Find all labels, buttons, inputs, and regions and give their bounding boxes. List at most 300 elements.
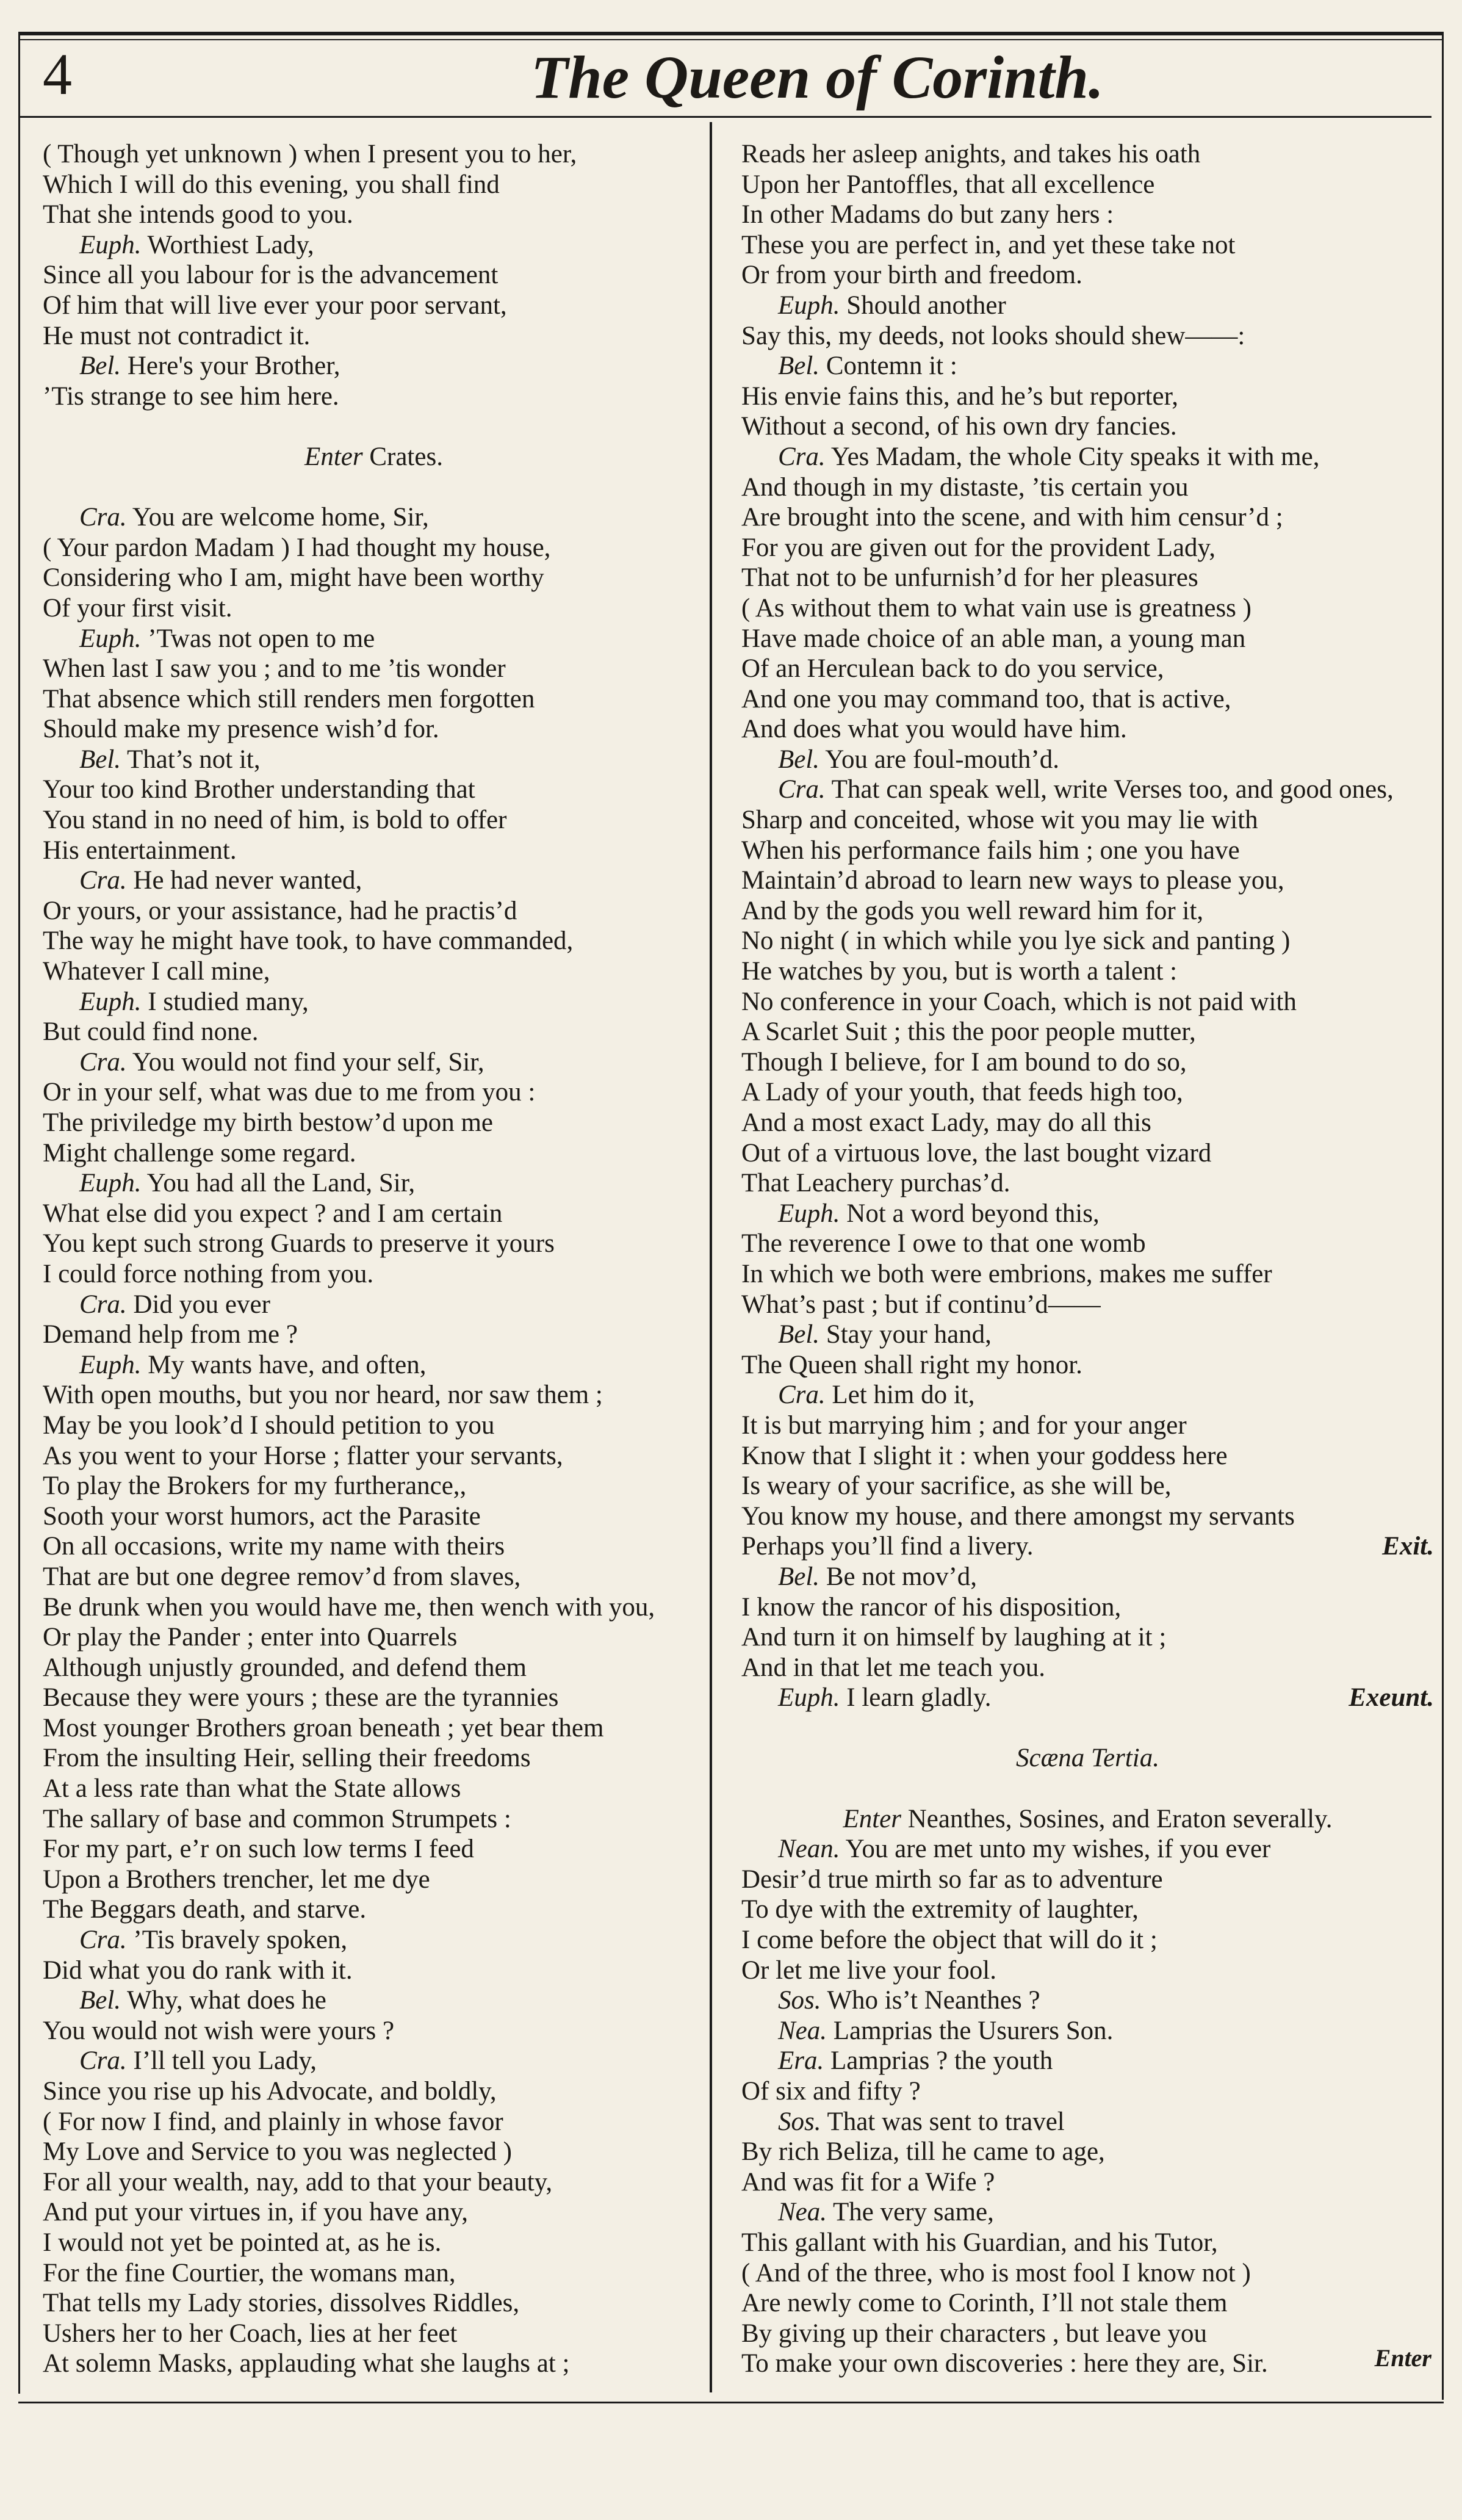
verse-line (43, 351, 705, 381)
verse-line (43, 1834, 705, 1865)
verse-line (43, 2197, 705, 2228)
verse-line (741, 1168, 1434, 1199)
verse-line (741, 745, 1434, 775)
verse-line (741, 1441, 1434, 1471)
line-text: Is weary of your sacrifice, as she will be, (741, 1471, 1172, 1501)
speaker-tag: Cra. (79, 1047, 127, 1077)
verse-line (43, 170, 705, 200)
line-text: Might challenge some regard. (43, 1138, 356, 1168)
line-text: Maintain’d abroad to learn new ways to please you, (741, 866, 1284, 895)
line-text: His entertainment. (43, 836, 237, 865)
line-text: That can speak well, write Verses too, and good ones, (825, 775, 1394, 804)
verse-line (43, 1985, 705, 2016)
line-text: Ushers her to her Coach, lies at her feet (43, 2319, 458, 2348)
verse-line (43, 563, 705, 593)
line-text: Which I will do this evening, you shall find (43, 170, 500, 199)
verse-line (43, 1501, 705, 1532)
line-text: It is but marrying him ; and for your anger (741, 1410, 1187, 1440)
line-text: Say this, my deeds, not looks should shew——: (741, 321, 1245, 350)
line-text: Or let me live your fool. (741, 1955, 996, 1985)
verse-line (741, 1653, 1434, 1683)
verse-line (43, 1743, 705, 1774)
verse-line (43, 805, 705, 836)
line-text: Demand help from me ? (43, 1320, 298, 1349)
verse-line (43, 1562, 705, 1592)
verse-line (43, 774, 705, 805)
verse-line (43, 230, 705, 261)
speaker-tag: Bel. (79, 352, 121, 381)
line-text: Or play the Pander ; enter into Quarrels (43, 1623, 458, 1652)
heading-italic: Enter (304, 442, 363, 471)
header-rule (18, 116, 1431, 118)
speaker-tag: Euph. (778, 1199, 840, 1228)
line-text: Of six and fifty ? (741, 2077, 921, 2106)
verse-line (741, 2197, 1434, 2228)
stage-direction (43, 442, 705, 472)
verse-line (43, 624, 705, 654)
speaker-tag: Euph. (79, 230, 142, 259)
line-text: You are foul-mouth’d. (819, 745, 1060, 774)
verse-line (741, 2137, 1434, 2167)
verse-line (43, 1410, 705, 1441)
line-text: What else did you expect ? and I am certain (43, 1199, 503, 1228)
verse-line (741, 381, 1434, 412)
line-text: That Leachery purchas’d. (741, 1169, 1010, 1198)
line-text: Or from your birth and freedom. (741, 261, 1082, 290)
line-text: Did you ever (126, 1290, 270, 1319)
verse-line (43, 1199, 705, 1229)
line-text: I know the rancor of his disposition, (741, 1592, 1122, 1622)
verse-line (741, 714, 1434, 745)
line-text: With open mouths, but you nor heard, nor saw them ; (43, 1381, 603, 1410)
speaker-tag: Bel. (778, 1320, 820, 1349)
verse-line (741, 1108, 1434, 1138)
verse-line (43, 926, 705, 956)
line-text: Are newly come to Corinth, I’ll not stale them (741, 2289, 1228, 2318)
line-text: His envie fains this, and he’s but reporter, (741, 381, 1178, 411)
speaker-tag: Sos. (778, 2107, 821, 2136)
blank-line (741, 1713, 1434, 1744)
line-text: In which we both were embrions, makes me suffer (741, 1259, 1272, 1288)
verse-line (741, 1622, 1434, 1653)
verse-line (741, 321, 1434, 352)
speaker-tag: Cra. (778, 775, 826, 804)
line-text: The very same, (827, 2198, 994, 2227)
line-text: He watches by you, but is worth a talent : (741, 957, 1178, 986)
bottom-rule (18, 2402, 1444, 2403)
verse-line (741, 1047, 1434, 1078)
speaker-tag: Nea. (778, 2016, 827, 2045)
top-rule-thin (18, 39, 1444, 40)
line-text: Not a word beyond this, (840, 1199, 1100, 1228)
line-text: I would not yet be pointed at, as he is. (43, 2228, 442, 2257)
verse-line (43, 1047, 705, 1078)
line-text: When his performance fails him ; one you have (741, 836, 1240, 865)
line-text: Be not mov’d, (819, 1562, 978, 1591)
verse-line (741, 1290, 1434, 1320)
line-text: Know that I slight it : when your goddess here (741, 1441, 1228, 1470)
verse-line (741, 1865, 1434, 1895)
line-text: You would not find your self, Sir, (126, 1047, 484, 1077)
line-text: The sallary of base and common Strumpets : (43, 1804, 511, 1833)
line-text: Most younger Brothers groan beneath ; yet bear them (43, 1713, 604, 1742)
line-text: The Beggars death, and starve. (43, 1895, 367, 1924)
left-column (43, 139, 705, 2379)
verse-line (43, 1077, 705, 1108)
verse-line (741, 291, 1434, 321)
stage-direction (741, 1804, 1434, 1835)
verse-line (43, 956, 705, 987)
verse-line (741, 351, 1434, 381)
verse-line (741, 1531, 1434, 1562)
verse-line (43, 1683, 705, 1713)
verse-line (741, 1471, 1434, 1501)
verse-line (741, 1259, 1434, 1290)
line-text: Out of a virtuous love, the last bought vizard (741, 1138, 1212, 1168)
speaker-tag: Cra. (778, 1381, 826, 1410)
running-head: The Queen of Corinth. (531, 43, 1104, 111)
speaker-tag: Bel. (778, 745, 820, 774)
speaker-tag: Euph. (79, 1169, 142, 1198)
line-text: As you went to your Horse ; flatter your servants, (43, 1441, 563, 1470)
verse-line (741, 170, 1434, 200)
line-text: No conference in your Coach, which is not paid with (741, 987, 1297, 1016)
line-text: You are met unto my wishes, if you ever (840, 1835, 1271, 1864)
verse-line (43, 1229, 705, 1259)
line-text: ’Twas not open to me (141, 624, 375, 653)
verse-line (741, 2258, 1434, 2289)
line-text: ( Your pardon Madam ) I had thought my house, (43, 533, 551, 562)
verse-line (43, 1865, 705, 1895)
verse-line (741, 896, 1434, 926)
line-text: The reverence I owe to that one womb (741, 1229, 1146, 1258)
speaker-tag: Cra. (79, 503, 127, 532)
verse-line (43, 1380, 705, 1410)
line-text: Stay your hand, (819, 1320, 992, 1349)
verse-line (741, 987, 1434, 1017)
line-text: Lamprias the Usurers Son. (827, 2016, 1114, 2045)
line-text: And though in my distaste, ’tis certain you (741, 472, 1189, 502)
speaker-tag: Bel. (79, 745, 121, 774)
blank-line (741, 1774, 1434, 1804)
verse-line (741, 1985, 1434, 2016)
verse-line (741, 956, 1434, 987)
line-text: That was sent to travel (821, 2107, 1065, 2136)
column-divider (710, 122, 712, 2392)
verse-line (43, 2076, 705, 2107)
line-text: He must not contradict it. (43, 321, 311, 350)
line-text: I could force nothing from you. (43, 1259, 374, 1288)
verse-line (43, 1713, 705, 1744)
line-text: I studied many, (141, 987, 309, 1016)
line-text: Upon a Brothers trencher, let me dye (43, 1865, 430, 1894)
verse-line (43, 593, 705, 624)
line-text: Here's your Brother, (121, 352, 340, 381)
verse-line (741, 2319, 1434, 2349)
verse-line (43, 2228, 705, 2258)
speaker-tag: Cra. (79, 2046, 127, 2076)
line-text: Sharp and conceited, whose wit you may lie with (741, 806, 1258, 835)
verse-line (43, 1955, 705, 1986)
verse-line (741, 865, 1434, 896)
speaker-tag: Era. (778, 2046, 824, 2076)
verse-line (741, 1562, 1434, 1592)
line-text: Considering who I am, might have been worthy (43, 563, 544, 593)
verse-line (43, 2016, 705, 2046)
speaker-tag: Euph. (79, 987, 142, 1016)
stage-direction (741, 1743, 1434, 1774)
line-text: No night ( in which while you lye sick and panting ) (741, 926, 1291, 956)
line-text: Let him do it, (825, 1381, 975, 1410)
verse-line (741, 1834, 1434, 1865)
verse-line (43, 1531, 705, 1562)
line-text: The Queen shall right my honor. (741, 1350, 1082, 1379)
line-text: And does what you would have him. (741, 715, 1127, 744)
line-text: Should make my presence wish’d for. (43, 715, 439, 744)
line-text: A Scarlet Suit ; this the poor people mutter, (741, 1017, 1196, 1047)
line-text: Should another (840, 291, 1006, 320)
verse-line (741, 593, 1434, 624)
line-text: You kept such strong Guards to preserve it yours (43, 1229, 555, 1258)
verse-line (43, 1350, 705, 1381)
line-text: Though I believe, for I am bound to do so, (741, 1047, 1187, 1077)
line-text: For all your wealth, nay, add to that your beauty, (43, 2167, 553, 2197)
verse-line (43, 1592, 705, 1623)
verse-line (43, 2137, 705, 2167)
line-text: He had never wanted, (126, 866, 362, 895)
speaker-tag: Nean. (778, 1835, 840, 1864)
line-text: To make your own discoveries : here they are, Sir. (741, 2349, 1268, 2378)
line-text: By giving up their characters , but leave you (741, 2319, 1208, 2348)
line-text: ( Though yet unknown ) when I present you to her, (43, 140, 577, 168)
speaker-tag: Cra. (778, 442, 826, 471)
line-text: Be drunk when you would have me, then wench with you, (43, 1592, 655, 1622)
line-text: That are but one degree remov’d from slaves, (43, 1562, 521, 1591)
line-text: Of him that will live ever your poor servant, (43, 291, 507, 320)
verse-line (43, 260, 705, 291)
line-text: Why, what does he (121, 1986, 326, 2015)
verse-line (741, 774, 1434, 805)
verse-line (43, 654, 705, 684)
line-text: Are brought into the scene, and with him censur’d ; (741, 503, 1283, 532)
verse-line (43, 1925, 705, 1955)
line-text: You stand in no need of him, is bold to offer (43, 806, 507, 835)
verse-line (741, 1320, 1434, 1350)
verse-line (43, 381, 705, 412)
verse-line (43, 2167, 705, 2198)
line-text: From the insulting Heir, selling their freedoms (43, 1744, 531, 1773)
verse-line (43, 1441, 705, 1471)
verse-line (741, 1350, 1434, 1381)
verse-line (43, 2288, 705, 2319)
line-text: ’Tis bravely spoken, (126, 1926, 348, 1955)
line-text: I’ll tell you Lady, (126, 2046, 317, 2076)
line-text: For my part, e’r on such low terms I feed (43, 1835, 474, 1864)
line-text: For the fine Courtier, the womans man, (43, 2258, 456, 2287)
line-text: And by the gods you well reward him for it, (741, 896, 1204, 925)
line-text: Who is’t Neanthes ? (821, 1986, 1040, 2015)
line-text: Contemn it : (819, 352, 957, 381)
line-text: ( As without them to what vain use is greatness ) (741, 593, 1251, 623)
blank-line (43, 411, 705, 442)
verse-line (43, 1804, 705, 1835)
line-text: But could find none. (43, 1017, 259, 1047)
line-text: Or yours, or your assistance, had he practis’d (43, 896, 517, 925)
line-text: You would not wish were yours ? (43, 2016, 395, 2045)
line-text: And turn it on himself by laughing at it ; (741, 1623, 1167, 1652)
verse-line (43, 896, 705, 926)
line-text: For you are given out for the provident Lady, (741, 533, 1215, 562)
line-text: ’Tis strange to see him here. (43, 381, 339, 411)
verse-line (43, 1653, 705, 1683)
line-text: These you are perfect in, and yet these take not (741, 230, 1236, 259)
line-text: By rich Beliza, till he came to age, (741, 2137, 1105, 2167)
verse-line (741, 533, 1434, 563)
verse-line (43, 1471, 705, 1501)
verse-line (43, 1259, 705, 1290)
exit-direction: Exit. (1382, 1532, 1434, 1561)
verse-line (741, 1592, 1434, 1623)
verse-line (741, 805, 1434, 836)
verse-line (43, 865, 705, 896)
line-text: Since all you labour for is the advancement (43, 261, 499, 290)
speaker-tag: Euph. (778, 291, 840, 320)
line-text: Crates. (362, 442, 443, 471)
verse-line (43, 1108, 705, 1138)
line-text: That absence which still renders men forgotten (43, 684, 535, 713)
verse-line (741, 260, 1434, 291)
verse-line (741, 624, 1434, 654)
verse-line (741, 1683, 1434, 1713)
heading-italic: Scæna Tertia. (1016, 1744, 1159, 1773)
line-text: At solemn Masks, applauding what she laughs at ; (43, 2349, 570, 2378)
speaker-tag: Bel. (778, 352, 820, 381)
verse-line (43, 533, 705, 563)
verse-line (741, 836, 1434, 866)
line-text: And one you may command too, that is active, (741, 684, 1231, 713)
line-text: Sooth your worst humors, act the Parasite (43, 1501, 481, 1531)
line-text: You had all the Land, Sir, (141, 1169, 416, 1198)
verse-line (43, 684, 705, 715)
speaker-tag: Cra. (79, 866, 127, 895)
verse-line (43, 1894, 705, 1925)
line-text: ( And of the three, who is most fool I know not ) (741, 2258, 1251, 2287)
line-text: That not to be unfurnish’d for her pleasures (741, 563, 1198, 593)
line-text: To play the Brokers for my furtherance,, (43, 1471, 467, 1501)
verse-line (741, 2288, 1434, 2319)
verse-line (43, 1017, 705, 1047)
line-text: I come before the object that will do it ; (741, 1926, 1158, 1955)
verse-line (43, 200, 705, 230)
verse-line (741, 1894, 1434, 1925)
verse-line (741, 200, 1434, 230)
verse-line (43, 987, 705, 1017)
verse-line (741, 2349, 1434, 2379)
line-text: In other Madams do but zany hers : (741, 200, 1114, 229)
speaker-tag: Euph. (79, 1350, 142, 1379)
verse-line (43, 2046, 705, 2076)
line-text: Desir’d true mirth so far as to adventure (741, 1865, 1163, 1894)
line-text: Of your first visit. (43, 593, 232, 623)
verse-line (43, 1320, 705, 1350)
verse-line (741, 563, 1434, 593)
line-text: That’s not it, (121, 745, 261, 774)
line-text: Because they were yours ; these are the tyrannies (43, 1683, 559, 1713)
verse-line (741, 1017, 1434, 1047)
verse-line (43, 836, 705, 866)
line-text: And put your virtues in, if you have any, (43, 2198, 469, 2227)
right-column (741, 139, 1434, 2379)
line-text: Did what you do rank with it. (43, 1955, 353, 1985)
verse-line (741, 684, 1434, 715)
left-border (18, 32, 20, 2394)
verse-line (43, 2349, 705, 2379)
line-text: Of an Herculean back to do you service, (741, 654, 1164, 684)
line-text: Lamprias ? the youth (824, 2046, 1053, 2076)
verse-line (741, 230, 1434, 261)
line-text: May be you look’d I should petition to you (43, 1410, 495, 1440)
line-text: Worthiest Lady, (141, 230, 314, 259)
line-text: My wants have, and often, (141, 1350, 427, 1379)
verse-line (741, 442, 1434, 472)
line-text: Upon her Pantoffles, that all excellence (741, 170, 1155, 199)
verse-line (741, 1501, 1434, 1532)
verse-line (741, 411, 1434, 442)
line-text: Yes Madam, the whole City speaks it with me, (825, 442, 1320, 471)
line-text: And in that let me teach you. (741, 1653, 1045, 1682)
line-text: Perhaps you’ll find a livery. (741, 1532, 1034, 1561)
verse-line (741, 2046, 1434, 2076)
line-text: I learn gladly. (840, 1683, 992, 1713)
verse-line (741, 472, 1434, 503)
verse-line (741, 2016, 1434, 2046)
speaker-tag: Euph. (778, 1683, 840, 1713)
verse-line (741, 1955, 1434, 1986)
verse-line (741, 1199, 1434, 1229)
speaker-tag: Bel. (778, 1562, 820, 1591)
verse-line (741, 1925, 1434, 1955)
catchword: Enter (1374, 2344, 1431, 2372)
line-text: Your too kind Brother understanding that (43, 775, 475, 804)
heading-italic: Enter (843, 1804, 901, 1833)
line-text: At a less rate than what the State allows (43, 1774, 461, 1803)
verse-line (43, 502, 705, 533)
line-text: You know my house, and there amongst my servants (741, 1501, 1295, 1531)
line-text: Or in your self, what was due to me from you : (43, 1078, 536, 1107)
line-text: That tells my Lady stories, dissolves Riddles, (43, 2289, 520, 2318)
line-text: And a most exact Lady, may do all this (741, 1108, 1151, 1137)
verse-line (43, 745, 705, 775)
verse-line (741, 654, 1434, 684)
verse-line (741, 2107, 1434, 2137)
verse-line (43, 2258, 705, 2289)
verse-line (741, 1138, 1434, 1169)
line-text: Since you rise up his Advocate, and boldly, (43, 2077, 497, 2106)
exit-direction: Exeunt. (1349, 1683, 1434, 1713)
line-text: My Love and Service to you was neglected ) (43, 2137, 512, 2167)
line-text: Without a second, of his own dry fancies. (741, 412, 1177, 441)
verse-line (741, 1229, 1434, 1259)
verse-line (43, 1622, 705, 1653)
verse-line (43, 714, 705, 745)
verse-line (43, 1168, 705, 1199)
speaker-tag: Bel. (79, 1986, 121, 2015)
verse-line (741, 2228, 1434, 2258)
line-text: This gallant with his Guardian, and his Tutor, (741, 2228, 1218, 2257)
line-text: Neanthes, Sosines, and Eraton severally. (901, 1804, 1333, 1833)
line-text: The priviledge my birth bestow’d upon me (43, 1108, 494, 1137)
line-text: Reads her asleep anights, and takes his oath (741, 140, 1201, 168)
